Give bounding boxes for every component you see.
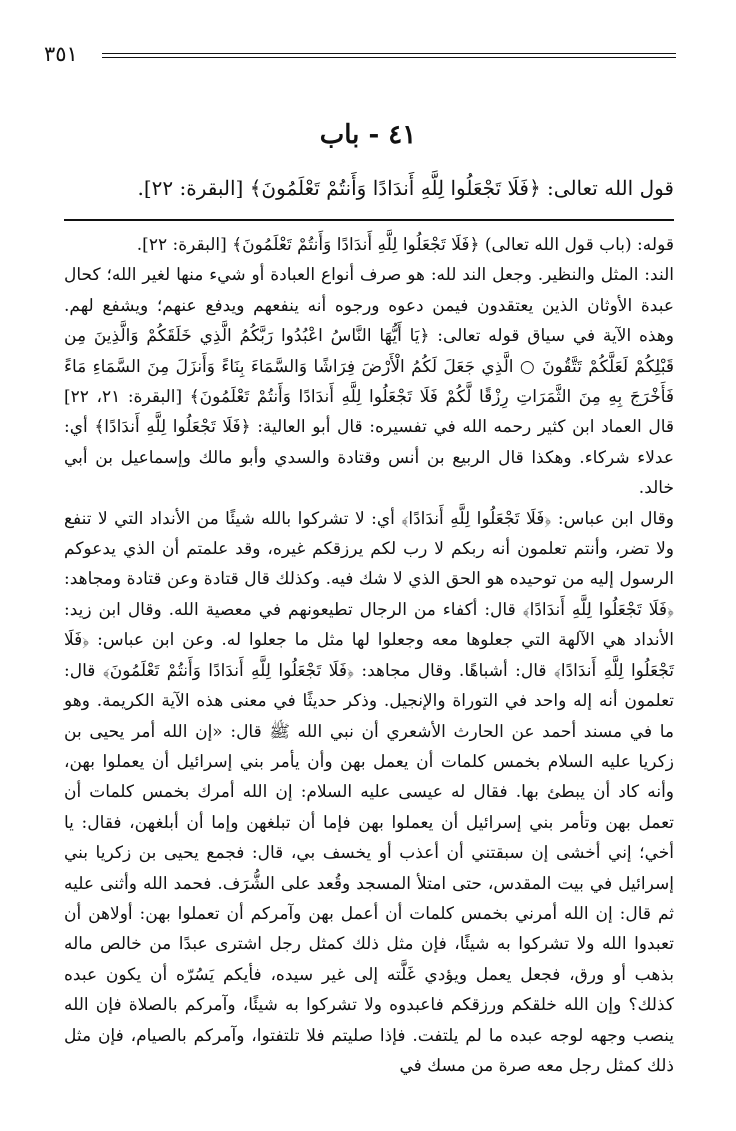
section-divider [64, 219, 674, 221]
page-number: ٣٥١ [44, 42, 78, 66]
chapter-title: ٤١ - باب [319, 120, 417, 150]
page-header [44, 40, 676, 70]
commentary-body [64, 230, 674, 1081]
chapter-verse: قول الله تعالى: ﴿فَلَا تَجْعَلُوا لِلَّهِ أَندَادًا وَأَنتُمْ تَعْلَمُونَ﴾ [البقرة: ٢٢]. [137, 176, 674, 200]
commentary-paragraph: وقال ابن عباس: ﴿فَلَا تَجْعَلُوا لِلَّهِ أَندَادًا﴾ أي: لا تشركوا بالله شيئًا من الأنداد التي لا تنفع ولا تضر، وأنتم تعلمون أنه ربكم لا رب لكم يرزقكم غيره، وقد علمتم أن الذي يدعوكم الرسول إليه من توحيده هو الحق الذي لا شك فيه. وكذلك قال قتادة وعن قتادة ومجاهد: ﴿فَلَا تَجْعَلُوا لِلَّهِ أَندَادًا﴾ قال: أكفاء من الرجال تطيعونهم في معصية الله. وقال ابن زيد: الأنداد هي الآلهة التي جعلوها معه وجعلوا لها مثل ما جعلوا له. وعن ابن عباس: ﴿فَلَا تَجْعَلُوا لِلَّهِ أَندَادًا﴾ قال: أشباهًا. وقال مجاهد: ﴿فَلَا تَجْعَلُوا لِلَّهِ أَندَادًا وَأَنتُمْ تَعْلَمُونَ﴾ قال: تعلمون أنه إله واحد في التوراة والإنجيل. وذكر حديثًا في معنى هذه الآية الكريمة. وهو ما في مسند أحمد عن الحارث الأشعري أن نبي الله ﷺ قال: «إن الله أمر يحيى بن زكريا عليه السلام بخمس كلمات أن يعمل بهن وأن يأمر بني إسرائيل أن يعملوا بهن، وأنه كاد أن يبطئ بها. فقال له عيسى عليه السلام: إن الله أمرك بخمس كلمات أن تعمل بهن وتأمر بني إسرائيل أن يعملوا بهن فإما أن تبلغهن وإما أن أبلغهن، فقال: يا أخي؛ إني أخشى إن سبقتني أن أعذب أو يخسف بي، قال: فجمع يحيى بن زكريا بني إسرائيل في بيت المقدس، حتى امتلأ المسجد وقُعد على الشُّرَف. فحمد الله وأثنى عليه ثم قال: إن الله أمرني بخمس كلمات أن أعمل بهن وآمركم أن تعملوا بهن: أولاهن أن تعبدوا الله ولا تشركوا به شيئًا، فإن مثل ذلك كمثل رجل اشترى عبدًا من خالص ماله بذهب أو ورق، فجعل يعمل ويؤدي غَلَّته إلى غير سيده، فأيكم يَسُرّه أن يكون عبده كذلك؟ وإن الله خلقكم ورزقكم فاعبدوه ولا تشركوا به شيئًا، وآمركم بالصلاة فإن الله ينصب وجهه لوجه عبده ما لم يلتفت. فإذا صليتم فلا تلتفتوا، وآمركم بالصيام، فإن مثل ذلك كمثل رجل معه صرة من مسك في [64, 508, 674, 1076]
commentary-paragraph: قوله: (باب قول الله تعالى) ﴿فَلَا تَجْعَلُوا لِلَّهِ أَندَادًا وَأَنتُمْ تَعْلَمُونَ﴾ [البقرة: ٢٢]. [136, 235, 674, 255]
commentary-paragraph: الند: المثل والنظير. وجعل الند لله: هو صرف أنواع العبادة أو شيء منها لغير الله؛ كحال عبدة الأوثان الذين يعتقدون فيمن دعوه ورجوه أنه ينفعهم ويدفع عنهم؛ ويشفع لهم. وهذه الآية في سياق قوله تعالى: ﴿يَا أَيُّهَا النَّاسُ اعْبُدُوا رَبَّكُمُ الَّذِي خَلَقَكُمْ وَالَّذِينَ مِن قَبْلِكُمْ لَعَلَّكُمْ تَتَّقُونَ ○ الَّذِي جَعَلَ لَكُمُ الْأَرْضَ فِرَاشًا وَالسَّمَاءَ بِنَاءً وَأَنزَلَ مِنَ السَّمَاءِ مَاءً فَأَخْرَجَ بِهِ مِنَ الثَّمَرَاتِ رِزْقًا لَّكُمْ فَلَا تَجْعَلُوا لِلَّهِ أَندَادًا وَأَنتُمْ تَعْلَمُونَ﴾ [البقرة: ٢١، ٢٢] قال العماد ابن كثير رحمه الله في تفسيره: قال أبو العالية: ﴿فَلَا تَجْعَلُوا لِلَّهِ أَندَادًا﴾ أي: عدلاء شركاء. وهكذا قال الربيع بن أنس وقتادة والسدي وأبو مالك وإسماعيل بن أبي خالد. [64, 265, 675, 499]
header-double-rule [102, 53, 676, 58]
